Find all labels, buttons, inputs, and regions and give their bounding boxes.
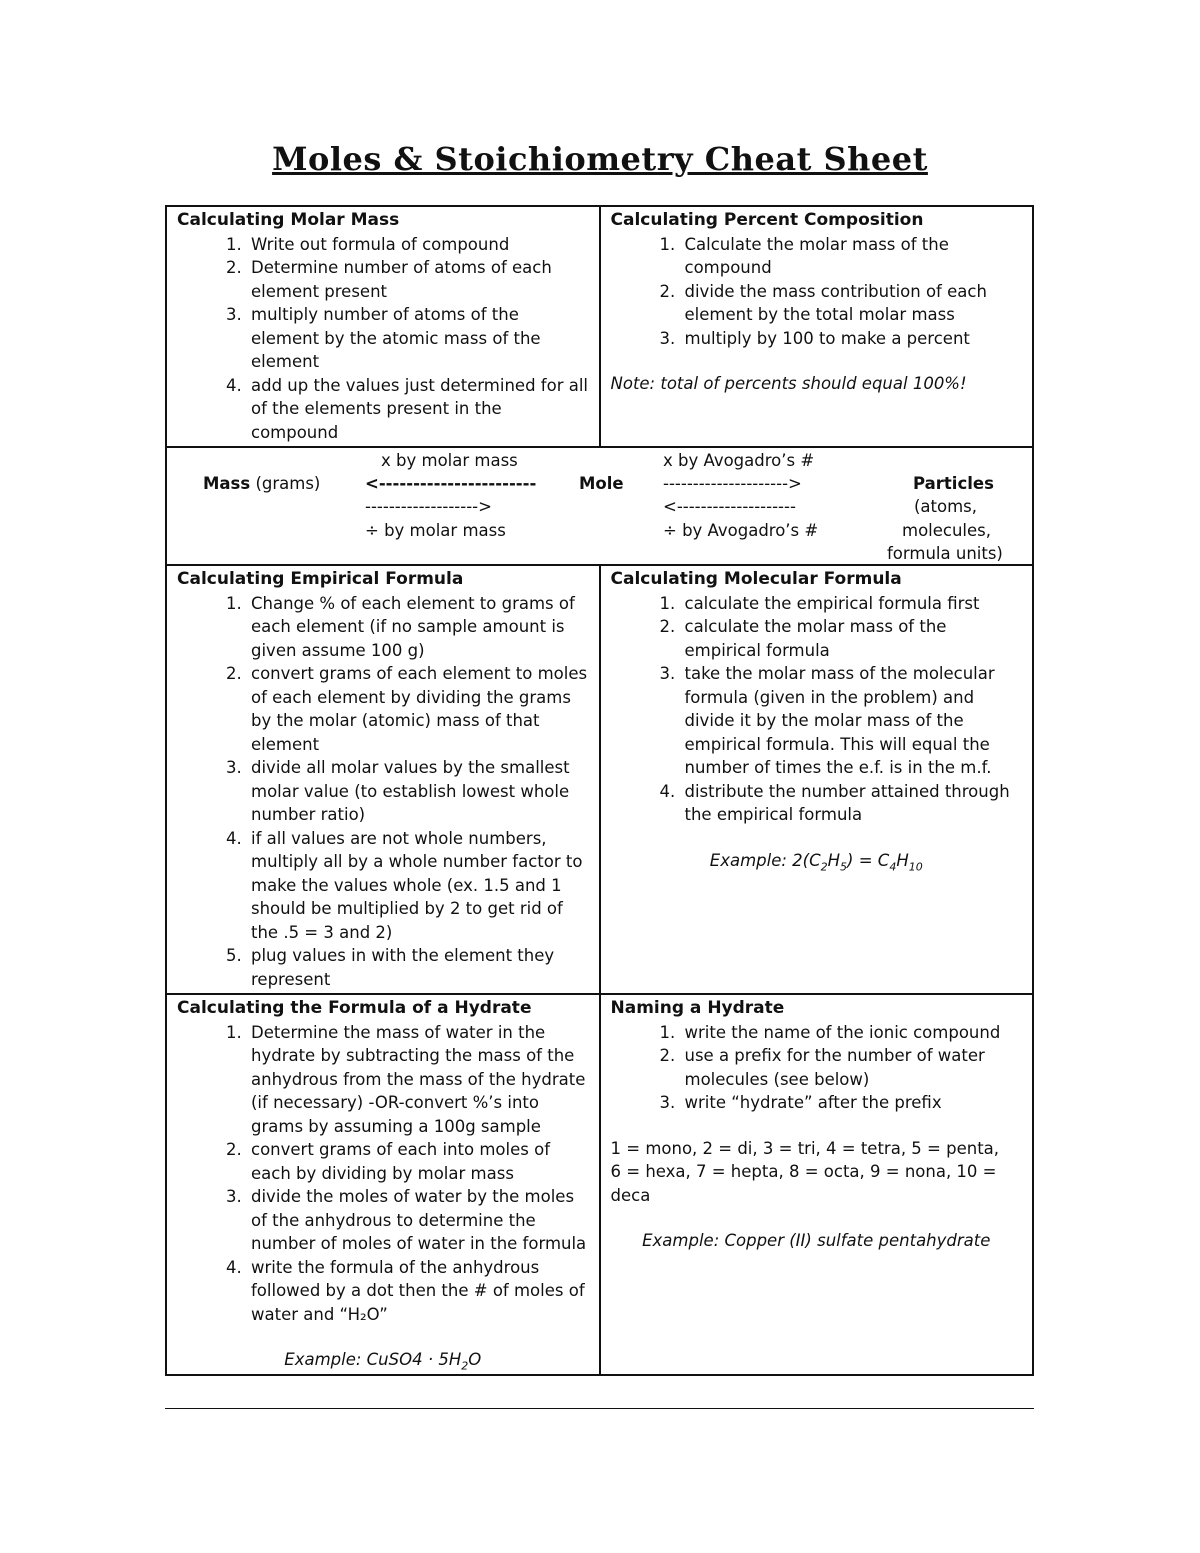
naming-hydrate-heading: Naming a Hydrate (610, 998, 785, 1018)
mass-label-group (203, 472, 320, 496)
list-item: 2. use a prefix for the number of water molecules (see below) (681, 1044, 1023, 1091)
molar-mass-heading: Calculating Molar Mass (177, 210, 400, 230)
percent-composition-section (600, 206, 1034, 447)
list-item: 1. write the name of the ionic compound (681, 1021, 1023, 1045)
empirical-steps (177, 592, 589, 992)
empirical-section (166, 565, 600, 994)
right-bottom-label: ÷ by Avogadro’s # (663, 521, 819, 540)
molecular-example (611, 849, 1023, 873)
left-bottom-label: ÷ by molar mass (365, 521, 506, 540)
right-arrow-top: ---------------------> (663, 474, 802, 493)
example-text: O (468, 1350, 482, 1369)
hydrate-formula-steps (177, 1021, 589, 1327)
percent-note: Note: total of percents should equal 100%! (610, 374, 967, 393)
cheat-sheet-table (165, 205, 1034, 1376)
left-arrow-bottom: -------------------> (365, 497, 492, 516)
molecular-steps (611, 592, 1023, 827)
right-top-label: x by Avogadro’s # (663, 451, 815, 470)
mass-label: Mass (203, 474, 251, 493)
naming-hydrate-section (600, 994, 1034, 1375)
percent-composition-heading: Calculating Percent Composition (610, 210, 924, 230)
molecular-heading: Calculating Molecular Formula (610, 569, 902, 589)
molecular-section (600, 565, 1034, 994)
list-item: 3. divide the moles of water by the moles of the anhydrous to determine the number of moles of water in the formula (247, 1185, 589, 1256)
conversion-section (166, 447, 1033, 565)
list-item: 1. Write out formula of compound (247, 233, 589, 257)
list-item: 1. Determine the mass of water in the hydrate by subtracting the mass of the anhydrous from the mass of the hydrate (if necessary) -OR-convert %’s into grams by assuming a 100g sample (247, 1021, 589, 1139)
hydrate-formula-example (177, 1348, 589, 1372)
example-text: ) = C (847, 850, 890, 870)
mole-label: Mole (579, 474, 624, 493)
list-item: 4. write the formula of the anhydrous followed by a dot then the # of moles of water and “H₂O” (247, 1256, 589, 1327)
list-item: 4. add up the values just determined for all of the elements present in the compound (247, 374, 589, 445)
list-item: 1. Calculate the molar mass of the compound (681, 233, 1023, 280)
list-item: 3. take the molar mass of the molecular formula (given in the problem) and divide it by the molar mass of the empirical formula. This will equal the number of times the e.f. is in the m.f. (681, 662, 1023, 780)
list-item: 3. write “hydrate” after the prefix (681, 1091, 1023, 1115)
list-item: 5. plug values in with the element they represent (247, 944, 589, 991)
molar-mass-section (166, 206, 600, 447)
naming-hydrate-steps (611, 1021, 1023, 1115)
mass-unit: (grams) (255, 474, 321, 493)
conversion-diagram (167, 448, 1032, 564)
footer-divider (165, 1408, 1034, 1409)
hydrate-formula-heading: Calculating the Formula of a Hydrate (177, 998, 532, 1018)
hydrate-formula-section (166, 994, 600, 1375)
list-item: 2. calculate the molar mass of the empirical formula (681, 615, 1023, 662)
list-item: 2. convert grams of each into moles of each by dividing by molar mass (247, 1138, 589, 1185)
example-subscript: 4 (889, 859, 897, 873)
left-top-label: x by molar mass (381, 451, 518, 470)
example-text: H (896, 850, 909, 870)
list-item: 3. multiply by 100 to make a percent (681, 327, 1023, 351)
list-item: 4. if all values are not whole numbers, multiply all by a whole number factor to make the values whole (ex. 1.5 and 1 should be multiplied by 2 to get rid of the .5 = 3 and 2) (247, 827, 589, 945)
prefix-line: 6 = hexa, 7 = hepta, 8 = octa, 9 = nona, 10 = deca (610, 1162, 997, 1205)
right-arrow-bottom: <-------------------- (663, 497, 796, 516)
prefix-line: 1 = mono, 2 = di, 3 = tri, 4 = tetra, 5 = penta, (610, 1138, 1000, 1158)
left-arrow-top: <----------------------- (365, 474, 537, 493)
naming-hydrate-example: Example: Copper (II) sulfate pentahydrate (642, 1231, 991, 1250)
particles-detail-2: molecules, (902, 521, 992, 540)
example-subscript: 2 (461, 1359, 469, 1373)
list-item: 4. distribute the number attained through the empirical formula (681, 780, 1023, 827)
example-text: Example: CuSO4 · 5H (284, 1350, 462, 1369)
list-item: 2. Determine number of atoms of each element present (247, 256, 589, 303)
list-item: 1. calculate the empirical formula first (681, 592, 1023, 616)
list-item: 3. divide all molar values by the smallest molar value (to establish lowest whole number ratio) (247, 756, 589, 827)
list-item: 1. Change % of each element to grams of each element (if no sample amount is given assume 100 g) (247, 592, 589, 663)
particles-detail-3: formula units) (887, 544, 1003, 563)
example-subscript: 2 (820, 859, 828, 873)
page-title: Moles & Stoichiometry Cheat Sheet (272, 140, 928, 178)
percent-composition-steps (611, 233, 1023, 351)
list-item: 2. divide the mass contribution of each element by the total molar mass (681, 280, 1023, 327)
example-text: H (827, 850, 841, 870)
molar-mass-steps (177, 233, 589, 445)
example-text: Example: 2(C (709, 850, 821, 870)
example-subscript: 5 (840, 859, 848, 873)
empirical-heading: Calculating Empirical Formula (177, 569, 464, 589)
prefix-list (611, 1137, 1023, 1208)
example-subscript: 10 (908, 859, 923, 873)
particles-label: Particles (913, 474, 994, 493)
list-item: 3. multiply number of atoms of the element by the atomic mass of the element (247, 303, 589, 374)
list-item: 2. convert grams of each element to moles of each element by dividing the grams by the molar (atomic) mass of that element (247, 662, 589, 756)
particles-detail-1: (atoms, (914, 497, 978, 516)
